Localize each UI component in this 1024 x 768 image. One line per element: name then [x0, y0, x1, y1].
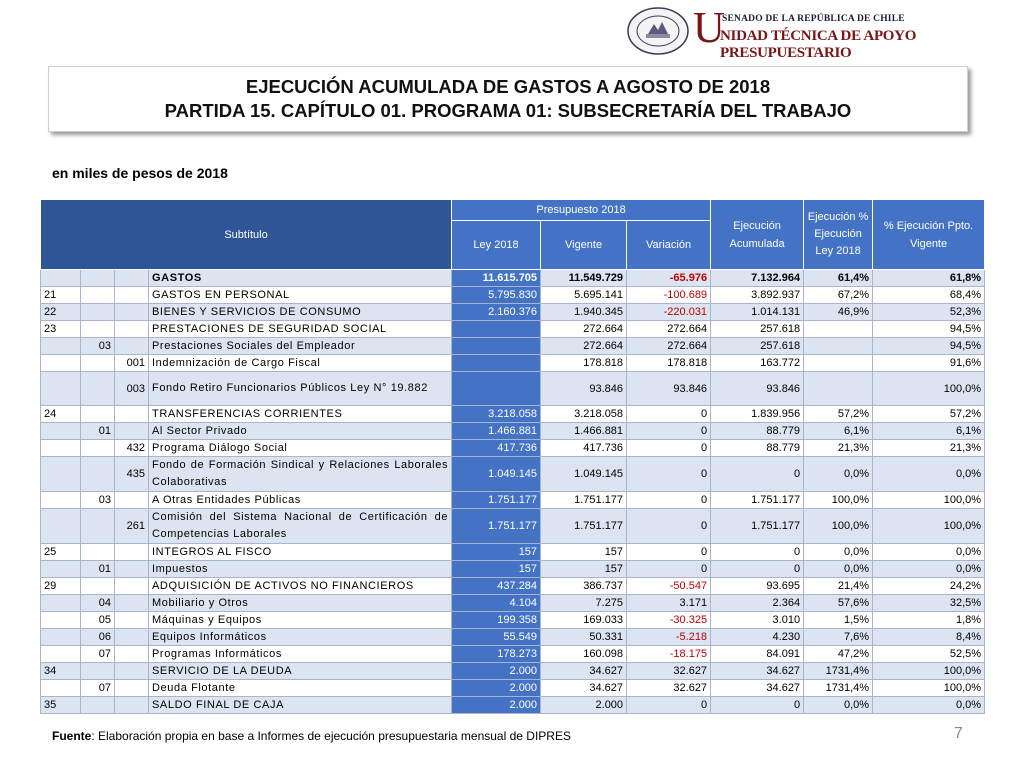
title-line-2: PARTIDA 15. CAPÍTULO 01. PROGRAMA 01: SUBSECRETARÍA DEL TRABAJO: [164, 100, 852, 121]
header-ley: Ley 2018: [452, 221, 541, 270]
ley-cell: 417.736: [452, 440, 541, 457]
ejecucion-cell: 0: [711, 561, 804, 578]
variacion-cell: 0: [627, 423, 711, 440]
vigente-cell: 34.627: [541, 680, 627, 697]
vigente-cell: 157: [541, 561, 627, 578]
table-row: [41, 697, 985, 714]
subtitle-code-cell: [41, 595, 81, 612]
logo-senate-text: SENADO DE LA REPÚBLICA DE CHILE: [722, 14, 905, 24]
ley-cell: [452, 355, 541, 372]
assignment-code-cell: [115, 578, 149, 595]
variacion-cell: -5.218: [627, 629, 711, 646]
pct-vigente-cell: 94,5%: [873, 321, 985, 338]
ley-cell: 2.160.376: [452, 304, 541, 321]
concept-cell: Fondo Retiro Funcionarios Públicos Ley N° 19.882: [149, 372, 452, 406]
ley-cell: 199.358: [452, 612, 541, 629]
concept-cell: Programas Informáticos: [149, 646, 452, 663]
vigente-cell: 11.549.729: [541, 270, 627, 287]
table-row: [41, 595, 985, 612]
table-row: [41, 544, 985, 561]
pct-vigente-cell: 94,5%: [873, 338, 985, 355]
table-row: [41, 372, 985, 406]
pct-ley-cell: 1,5%: [804, 612, 873, 629]
subtitle-code-cell: [41, 492, 81, 509]
source-label: Fuente: [52, 729, 92, 743]
pct-ley-cell: 21,3%: [804, 440, 873, 457]
ley-cell: 2.000: [452, 663, 541, 680]
assignment-code-cell: [115, 406, 149, 423]
assignment-code-cell: [115, 338, 149, 355]
vigente-cell: 417.736: [541, 440, 627, 457]
pct-ley-cell: 100,0%: [804, 509, 873, 544]
concept-cell: A Otras Entidades Públicas: [149, 492, 452, 509]
vigente-cell: 93.846: [541, 372, 627, 406]
pct-ley-cell: [804, 338, 873, 355]
variacion-cell: 0: [627, 492, 711, 509]
table-row: [41, 304, 985, 321]
pct-vigente-cell: 100,0%: [873, 680, 985, 697]
pct-vigente-cell: 68,4%: [873, 287, 985, 304]
subtitle-code-cell: [41, 457, 81, 492]
ejecucion-cell: 93.695: [711, 578, 804, 595]
ejecucion-cell: 0: [711, 544, 804, 561]
pct-ley-cell: [804, 355, 873, 372]
ejecucion-cell: 4.230: [711, 629, 804, 646]
vigente-cell: 272.664: [541, 321, 627, 338]
ejecucion-cell: 88.779: [711, 423, 804, 440]
ley-cell: 1.751.177: [452, 509, 541, 544]
pct-vigente-cell: 91,6%: [873, 355, 985, 372]
source-note: [52, 729, 571, 743]
ejecucion-cell: 1.751.177: [711, 509, 804, 544]
table-row: [41, 321, 985, 338]
pct-vigente-cell: 0,0%: [873, 697, 985, 714]
subtitle-code-cell: 35: [41, 697, 81, 714]
subtitle-code-cell: [41, 561, 81, 578]
variacion-cell: 0: [627, 406, 711, 423]
variacion-cell: -50.547: [627, 578, 711, 595]
ley-cell: [452, 372, 541, 406]
table-row: [41, 646, 985, 663]
ejecucion-cell: 3.892.937: [711, 287, 804, 304]
ejecucion-cell: 7.132.964: [711, 270, 804, 287]
item-code-cell: [81, 663, 115, 680]
assignment-code-cell: [115, 629, 149, 646]
assignment-code-cell: [115, 492, 149, 509]
variacion-cell: 32.627: [627, 663, 711, 680]
variacion-cell: -220.031: [627, 304, 711, 321]
units-label: en miles de pesos de 2018: [52, 165, 228, 181]
assignment-code-cell: [115, 270, 149, 287]
pct-vigente-cell: 0,0%: [873, 561, 985, 578]
item-code-cell: [81, 509, 115, 544]
pct-vigente-cell: 8,4%: [873, 629, 985, 646]
table-row: [41, 680, 985, 697]
ejecucion-cell: 88.779: [711, 440, 804, 457]
concept-cell: Equipos Informáticos: [149, 629, 452, 646]
item-code-cell: [81, 372, 115, 406]
ley-cell: [452, 338, 541, 355]
table-row: [41, 629, 985, 646]
concept-cell: BIENES Y SERVICIOS DE CONSUMO: [149, 304, 452, 321]
ejecucion-cell: 3.010: [711, 612, 804, 629]
pct-ley-cell: 57,2%: [804, 406, 873, 423]
assignment-code-cell: 435: [115, 457, 149, 492]
pct-vigente-cell: 32,5%: [873, 595, 985, 612]
vigente-cell: 34.627: [541, 663, 627, 680]
item-code-cell: [81, 355, 115, 372]
table-row: [41, 440, 985, 457]
header-ejecucion: Ejecución Acumulada: [711, 200, 804, 270]
item-code-cell: 05: [81, 612, 115, 629]
vigente-cell: 272.664: [541, 338, 627, 355]
item-code-cell: 07: [81, 680, 115, 697]
table-row: [41, 663, 985, 680]
pct-vigente-cell: 0,0%: [873, 544, 985, 561]
variacion-cell: -65.976: [627, 270, 711, 287]
subtitle-code-cell: 34: [41, 663, 81, 680]
pct-vigente-cell: 100,0%: [873, 663, 985, 680]
ejecucion-cell: 93.846: [711, 372, 804, 406]
concept-cell: INTEGROS AL FISCO: [149, 544, 452, 561]
assignment-code-cell: [115, 304, 149, 321]
subtitle-code-cell: 23: [41, 321, 81, 338]
item-code-cell: 03: [81, 492, 115, 509]
assignment-code-cell: [115, 595, 149, 612]
pct-ley-cell: 21,4%: [804, 578, 873, 595]
concept-cell: Máquinas y Equipos: [149, 612, 452, 629]
pct-vigente-cell: 100,0%: [873, 509, 985, 544]
subtitle-code-cell: [41, 355, 81, 372]
ejecucion-cell: 84.091: [711, 646, 804, 663]
variacion-cell: 0: [627, 697, 711, 714]
table-row: [41, 287, 985, 304]
pct-ley-cell: 46,9%: [804, 304, 873, 321]
item-code-cell: [81, 270, 115, 287]
variacion-cell: 178.818: [627, 355, 711, 372]
vigente-cell: 7.275: [541, 595, 627, 612]
ley-cell: 55.549: [452, 629, 541, 646]
concept-cell: ADQUISICIÓN DE ACTIVOS NO FINANCIEROS: [149, 578, 452, 595]
logo-initial: U: [693, 3, 725, 52]
subtitle-code-cell: [41, 440, 81, 457]
variacion-cell: 0: [627, 440, 711, 457]
pct-vigente-cell: 1,8%: [873, 612, 985, 629]
variacion-cell: 93.846: [627, 372, 711, 406]
vigente-cell: 178.818: [541, 355, 627, 372]
concept-cell: Indemnización de Cargo Fiscal: [149, 355, 452, 372]
item-code-cell: [81, 697, 115, 714]
ley-cell: 5.795.830: [452, 287, 541, 304]
source-text: : Elaboración propia en base a Informes de ejecución presupuestaria mensual de DIPRES: [91, 729, 571, 743]
assignment-code-cell: [115, 612, 149, 629]
assignment-code-cell: [115, 544, 149, 561]
vigente-cell: 3.218.058: [541, 406, 627, 423]
header-variacion: Variación: [627, 221, 711, 270]
pct-ley-cell: 0,0%: [804, 544, 873, 561]
ley-cell: 11.615.705: [452, 270, 541, 287]
table-row: [41, 338, 985, 355]
variacion-cell: 272.664: [627, 321, 711, 338]
concept-cell: Al Sector Privado: [149, 423, 452, 440]
subtitle-code-cell: [41, 646, 81, 663]
assignment-code-cell: [115, 321, 149, 338]
pct-ley-cell: 61,4%: [804, 270, 873, 287]
vigente-cell: 2.000: [541, 697, 627, 714]
ejecucion-cell: 2.364: [711, 595, 804, 612]
table-row: [41, 612, 985, 629]
vigente-cell: 1.940.345: [541, 304, 627, 321]
pct-vigente-cell: 24,2%: [873, 578, 985, 595]
item-code-cell: 01: [81, 561, 115, 578]
ejecucion-cell: 257.618: [711, 321, 804, 338]
item-code-cell: [81, 457, 115, 492]
pct-vigente-cell: 100,0%: [873, 372, 985, 406]
variacion-cell: 0: [627, 544, 711, 561]
subtitle-code-cell: [41, 680, 81, 697]
concept-cell: Programa Diálogo Social: [149, 440, 452, 457]
logo-unit-text: NIDAD TÉCNICA DE APOYO PRESUPUESTARIO: [720, 28, 917, 61]
variacion-cell: 272.664: [627, 338, 711, 355]
item-code-cell: 01: [81, 423, 115, 440]
variacion-cell: -30.325: [627, 612, 711, 629]
title-box: [48, 66, 968, 132]
ley-cell: 4.104: [452, 595, 541, 612]
pct-ley-cell: 57,6%: [804, 595, 873, 612]
ley-cell: 2.000: [452, 680, 541, 697]
assignment-code-cell: 001: [115, 355, 149, 372]
pct-ley-cell: [804, 372, 873, 406]
item-code-cell: 03: [81, 338, 115, 355]
assignment-code-cell: 432: [115, 440, 149, 457]
item-code-cell: [81, 287, 115, 304]
item-code-cell: [81, 544, 115, 561]
pct-vigente-cell: 57,2%: [873, 406, 985, 423]
item-code-cell: 07: [81, 646, 115, 663]
item-code-cell: [81, 321, 115, 338]
subtitle-code-cell: 24: [41, 406, 81, 423]
concept-cell: SALDO FINAL DE CAJA: [149, 697, 452, 714]
item-code-cell: [81, 578, 115, 595]
ley-cell: 2.000: [452, 697, 541, 714]
assignment-code-cell: 003: [115, 372, 149, 406]
table-row: [41, 406, 985, 423]
vigente-cell: 5.695.141: [541, 287, 627, 304]
ley-cell: 437.284: [452, 578, 541, 595]
pct-ley-cell: 0,0%: [804, 697, 873, 714]
concept-cell: Fondo de Formación Sindical y Relaciones Laborales Colaborativas: [149, 457, 452, 492]
vigente-cell: 169.033: [541, 612, 627, 629]
item-code-cell: 04: [81, 595, 115, 612]
table-row: [41, 457, 985, 492]
subtitle-code-cell: 29: [41, 578, 81, 595]
assignment-code-cell: [115, 680, 149, 697]
ley-cell: 157: [452, 561, 541, 578]
table-row: [41, 270, 985, 287]
ejecucion-cell: 34.627: [711, 663, 804, 680]
ejecucion-cell: 1.839.956: [711, 406, 804, 423]
variacion-cell: -18.175: [627, 646, 711, 663]
pct-ley-cell: 67,2%: [804, 287, 873, 304]
ley-cell: 3.218.058: [452, 406, 541, 423]
senate-seal-logo: [626, 6, 690, 56]
concept-cell: Comisión del Sistema Nacional de Certificación de Competencias Laborales: [149, 509, 452, 544]
concept-cell: GASTOS EN PERSONAL: [149, 287, 452, 304]
pct-ley-cell: 100,0%: [804, 492, 873, 509]
concept-cell: SERVICIO DE LA DEUDA: [149, 663, 452, 680]
pct-ley-cell: 6,1%: [804, 423, 873, 440]
subtitle-code-cell: 21: [41, 287, 81, 304]
item-code-cell: [81, 440, 115, 457]
assignment-code-cell: [115, 561, 149, 578]
vigente-cell: 386.737: [541, 578, 627, 595]
subtitle-code-cell: [41, 612, 81, 629]
item-code-cell: [81, 304, 115, 321]
ejecucion-cell: 0: [711, 457, 804, 492]
vigente-cell: 160.098: [541, 646, 627, 663]
header-subtitulo: Subtítulo: [41, 200, 452, 270]
table-row: [41, 492, 985, 509]
variacion-cell: 0: [627, 509, 711, 544]
pct-vigente-cell: 61,8%: [873, 270, 985, 287]
concept-cell: TRANSFERENCIAS CORRIENTES: [149, 406, 452, 423]
pct-ley-cell: 1731,4%: [804, 680, 873, 697]
table-row: [41, 509, 985, 544]
pct-vigente-cell: 21,3%: [873, 440, 985, 457]
variacion-cell: 3.171: [627, 595, 711, 612]
concept-cell: Impuestos: [149, 561, 452, 578]
table-row: [41, 578, 985, 595]
vigente-cell: 1.751.177: [541, 492, 627, 509]
assignment-code-cell: 261: [115, 509, 149, 544]
ley-cell: 178.273: [452, 646, 541, 663]
subtitle-code-cell: [41, 372, 81, 406]
ley-cell: 157: [452, 544, 541, 561]
ley-cell: [452, 321, 541, 338]
subtitle-code-cell: [41, 509, 81, 544]
subtitle-code-cell: 25: [41, 544, 81, 561]
pct-vigente-cell: 0,0%: [873, 457, 985, 492]
pct-vigente-cell: 100,0%: [873, 492, 985, 509]
subtitle-code-cell: [41, 270, 81, 287]
concept-cell: Prestaciones Sociales del Empleador: [149, 338, 452, 355]
header-vigente: Vigente: [541, 221, 627, 270]
title-line-1: EJECUCIÓN ACUMULADA DE GASTOS A AGOSTO DE 2018: [245, 76, 771, 97]
table-row: [41, 561, 985, 578]
pct-ley-cell: 0,0%: [804, 561, 873, 578]
pct-vigente-cell: 52,3%: [873, 304, 985, 321]
variacion-cell: 32.627: [627, 680, 711, 697]
header-pct-vigente: % Ejecución Ppto. Vigente: [873, 200, 985, 270]
pct-ley-cell: 47,2%: [804, 646, 873, 663]
variacion-cell: -100.689: [627, 287, 711, 304]
variacion-cell: 0: [627, 457, 711, 492]
pct-ley-cell: 1731,4%: [804, 663, 873, 680]
pct-ley-cell: 0,0%: [804, 457, 873, 492]
ejecucion-cell: 0: [711, 697, 804, 714]
vigente-cell: 1.466.881: [541, 423, 627, 440]
concept-cell: Deuda Flotante: [149, 680, 452, 697]
concept-cell: GASTOS: [149, 270, 452, 287]
subtitle-code-cell: [41, 338, 81, 355]
table-row: [41, 355, 985, 372]
header-pct-ley: Ejecución % Ejecución Ley 2018: [804, 200, 873, 270]
assignment-code-cell: [115, 287, 149, 304]
subtitle-code-cell: [41, 423, 81, 440]
ejecucion-cell: 1.014.131: [711, 304, 804, 321]
assignment-code-cell: [115, 663, 149, 680]
subtitle-code-cell: 22: [41, 304, 81, 321]
item-code-cell: 06: [81, 629, 115, 646]
vigente-cell: 157: [541, 544, 627, 561]
subtitle-code-cell: [41, 629, 81, 646]
ejecucion-cell: 34.627: [711, 680, 804, 697]
concept-cell: Mobiliario y Otros: [149, 595, 452, 612]
header-presupuesto: Presupuesto 2018: [452, 200, 711, 221]
ejecucion-cell: 1.751.177: [711, 492, 804, 509]
ejecucion-cell: 163.772: [711, 355, 804, 372]
table-row: [41, 423, 985, 440]
ley-cell: 1.049.145: [452, 457, 541, 492]
vigente-cell: 1.751.177: [541, 509, 627, 544]
ejecucion-cell: 257.618: [711, 338, 804, 355]
pct-vigente-cell: 6,1%: [873, 423, 985, 440]
vigente-cell: 1.049.145: [541, 457, 627, 492]
item-code-cell: [81, 406, 115, 423]
assignment-code-cell: [115, 697, 149, 714]
ley-cell: 1.466.881: [452, 423, 541, 440]
assignment-code-cell: [115, 646, 149, 663]
pct-vigente-cell: 52,5%: [873, 646, 985, 663]
page-number: 7: [954, 725, 963, 742]
ley-cell: 1.751.177: [452, 492, 541, 509]
pct-ley-cell: 7,6%: [804, 629, 873, 646]
assignment-code-cell: [115, 423, 149, 440]
variacion-cell: 0: [627, 561, 711, 578]
budget-table: [40, 199, 985, 714]
pct-ley-cell: [804, 321, 873, 338]
vigente-cell: 50.331: [541, 629, 627, 646]
concept-cell: PRESTACIONES DE SEGURIDAD SOCIAL: [149, 321, 452, 338]
